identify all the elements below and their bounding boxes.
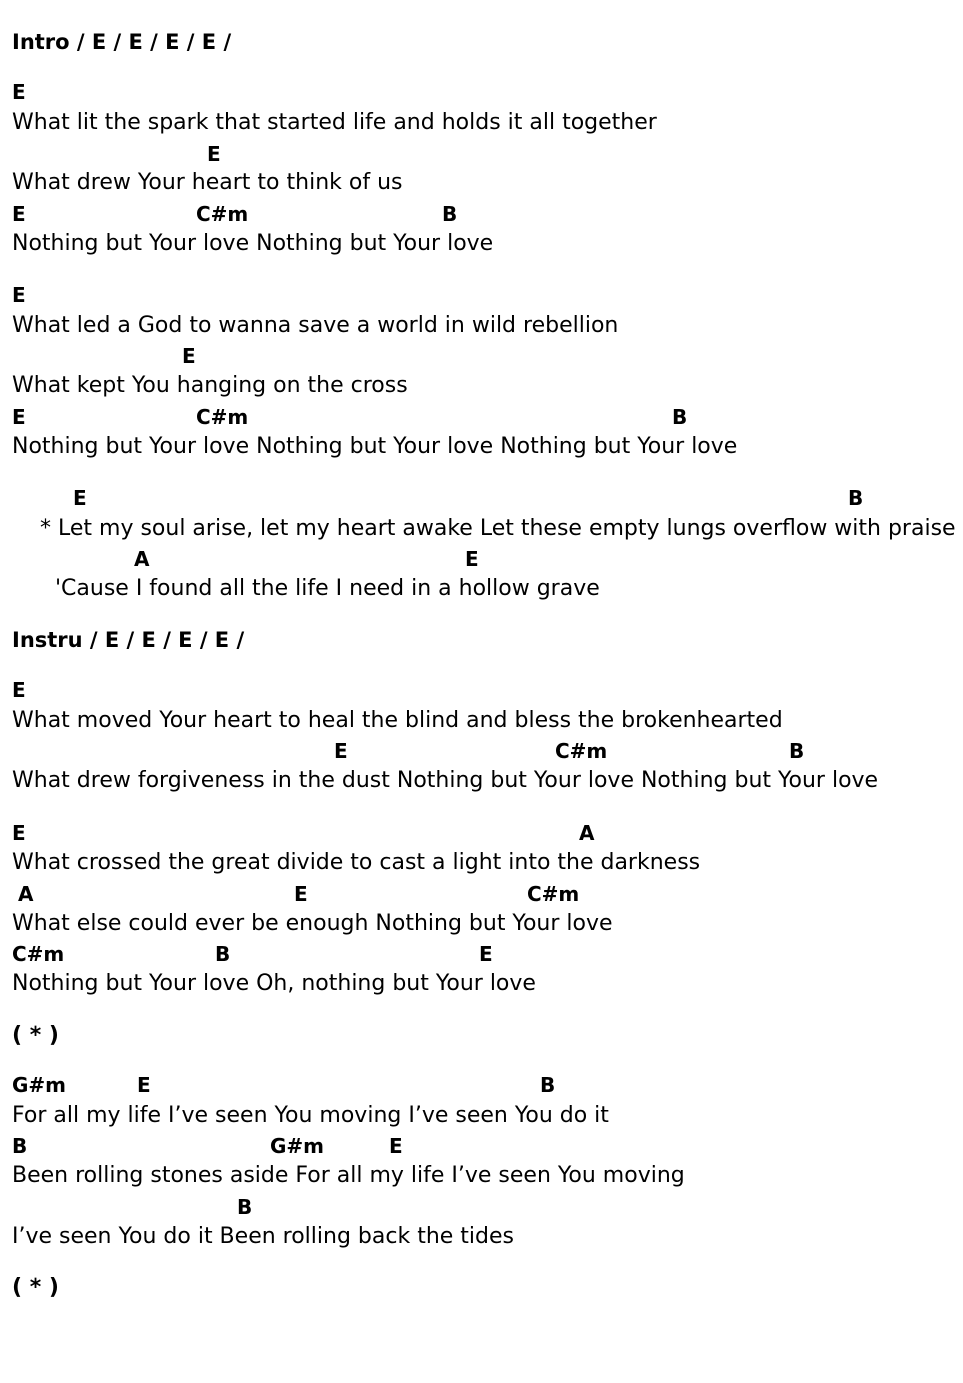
lyric-line: What led a God to wanna save a world in wild rebellion [12, 313, 619, 338]
chord: C#m [527, 882, 580, 906]
lyric-line: What else could ever be enough Nothing but Your love [12, 911, 613, 936]
chord: E [12, 80, 26, 104]
chord: E [294, 882, 308, 906]
chord: B [237, 1195, 253, 1219]
lyric-line: What moved Your heart to heal the blind and bless the brokenhearted [12, 708, 783, 733]
chord: E [479, 942, 493, 966]
chord: E [12, 202, 26, 226]
lyric-line: What drew Your heart to think of us [12, 170, 403, 195]
lyric-line: Nothing but Your love Oh, nothing but Your love [12, 971, 536, 996]
lyric-line: What drew forgiveness in the dust Nothing but Your love Nothing but Your love [12, 768, 879, 793]
lyric-line: I’ve seen You do it Been rolling back the tides [12, 1224, 514, 1249]
chord: E [465, 547, 479, 571]
chord: B [540, 1073, 556, 1097]
chord: E [334, 739, 348, 763]
chord: E [207, 142, 221, 166]
chord: A [579, 821, 595, 845]
chord: E [182, 344, 196, 368]
lyric-line: What kept You hanging on the cross [12, 373, 408, 398]
lyric-line: For all my life I’ve seen You moving I’ve seen You do it [12, 1103, 609, 1128]
lyric-line: What lit the spark that started life and holds it all together [12, 110, 657, 135]
chord: B [215, 942, 231, 966]
chord: B [848, 486, 864, 510]
lyric-line: Nothing but Your love Nothing but Your love [12, 231, 494, 256]
lyric-line: 'Cause I found all the life I need in a hollow grave [55, 576, 600, 601]
chord: E [12, 405, 26, 429]
chord: E [73, 486, 87, 510]
intro-label: Intro / E / E / E / E / [12, 30, 232, 54]
instru-label: Instru / E / E / E / E / [12, 628, 245, 652]
lyric-line: Nothing but Your love Nothing but Your love Nothing but Your love [12, 434, 738, 459]
chord: C#m [196, 202, 249, 226]
chord: B [12, 1134, 28, 1158]
lyric-line: What crossed the great divide to cast a light into the darkness [12, 850, 701, 875]
chord: E [12, 821, 26, 845]
chord: C#m [555, 739, 608, 763]
chord: E [389, 1134, 403, 1158]
lyric-line: * Let my soul arise, let my heart awake Let these empty lungs overflow with praise [40, 516, 956, 541]
chorus-reference: ( * ) [12, 1275, 59, 1300]
chord: B [789, 739, 805, 763]
chord: G#m [12, 1073, 67, 1097]
chord: B [442, 202, 458, 226]
chord: A [134, 547, 150, 571]
chord: C#m [196, 405, 249, 429]
chorus-reference: ( * ) [12, 1023, 59, 1048]
chord: E [12, 283, 26, 307]
chord: C#m [12, 942, 65, 966]
chord: A [18, 882, 34, 906]
lyric-line: Been rolling stones aside For all my life I’ve seen You moving [12, 1163, 685, 1188]
chord: B [672, 405, 688, 429]
chord: G#m [270, 1134, 325, 1158]
chord: E [12, 678, 26, 702]
chord: E [137, 1073, 151, 1097]
